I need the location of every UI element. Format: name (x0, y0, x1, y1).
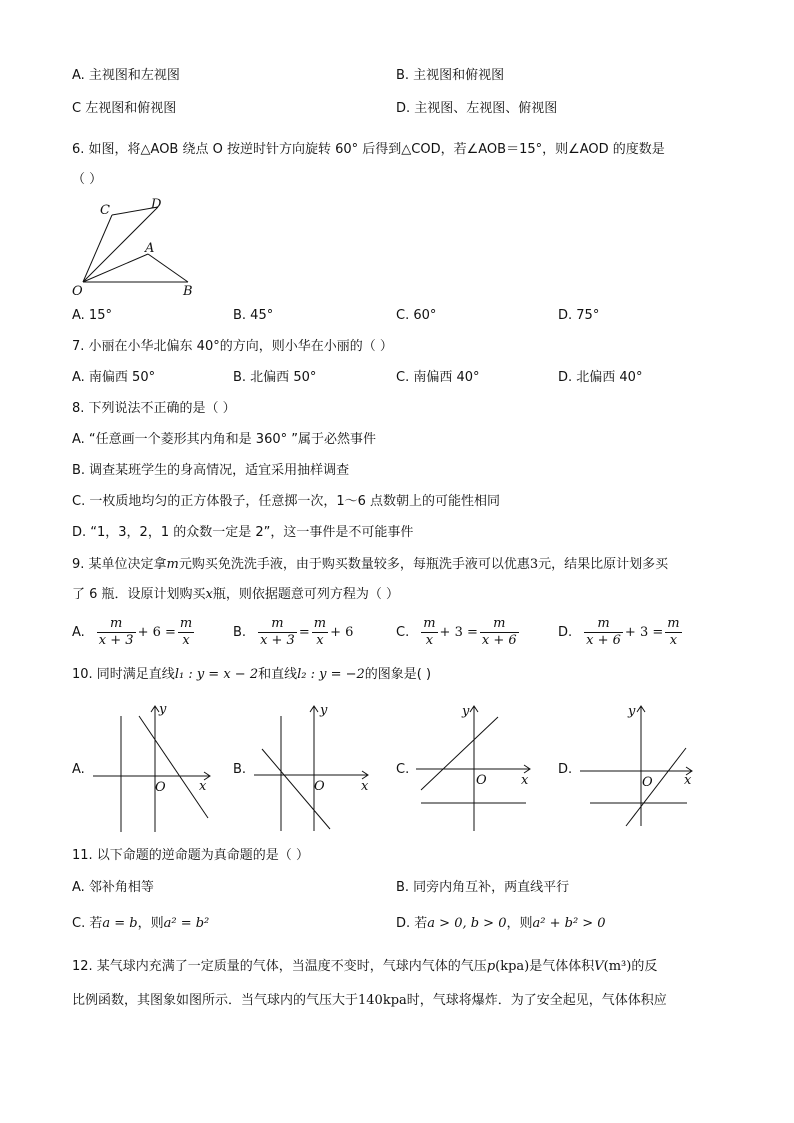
q5-option-b: B. 主视图和俯视图 (396, 68, 505, 83)
label-o: O (72, 284, 83, 299)
q12-line2: 比例函数，其图象如图所示．当气球内的气压大于140kpa时，气球将爆炸．为了安全起见，气体体积应 (72, 993, 667, 1008)
q5-option-a: A. 主视图和左视图 (72, 68, 180, 83)
q8-stem: 8. 下列说法不正确的是（ ） (72, 401, 236, 416)
q9-option-a: A. $\frac{m}{x + 3}$ + 6 = $\frac{m}{x}$ (72, 616, 193, 648)
q6-option-d: D. 75° (558, 308, 600, 323)
svg-text:y: y (462, 704, 470, 719)
q9-stem-line1: 9. 某单位决定拿m元购买免洗洗手液，由于购买数量较多，每瓶洗手液可以优惠3元，结果比原计划多买 (72, 557, 669, 572)
q7-stem: 7. 小丽在小华北偏东 40°的方向，则小华在小丽的（ ） (72, 339, 393, 354)
q9-option-c: C. $\frac{m}{x}$ + 3 = $\frac{m}{x + 6}$ (396, 616, 517, 648)
q11-option-b: B. 同旁内角互补，两直线平行 (396, 880, 570, 895)
label-b: B (183, 284, 193, 299)
svg-text:O: O (155, 780, 166, 795)
q10-option-b-label: B. (233, 762, 247, 777)
svg-text:O: O (642, 775, 653, 790)
svg-text:O: O (314, 779, 325, 794)
svg-text:x: x (361, 779, 369, 794)
q6-stem: 6. 如图，将△AOB 绕点 O 按逆时针方向旋转 60° 后得到△COD，若∠AOB＝15°，则∠AOD 的度数是 (72, 142, 665, 157)
svg-text:y: y (628, 704, 636, 719)
q7-option-b: B. 北偏西 50° (233, 370, 317, 385)
q11-stem: 11. 以下命题的逆命题为真命题的是（ ） (72, 848, 309, 863)
q5-option-c: C 左视图和俯视图 (72, 101, 177, 116)
q8-option-b: B. 调查某班学生的身高情况，适宜采用抽样调查 (72, 463, 350, 478)
label-c: C (100, 203, 110, 218)
q6-option-b: B. 45° (233, 308, 274, 323)
q11-option-d: D. 若a > 0, b > 0，则a² + b² > 0 (396, 916, 606, 931)
q9-option-d: D. $\frac{m}{x + 6}$ + 3 = $\frac{m}{x}$ (558, 616, 680, 648)
q8-option-c: C. 一枚质地均匀的正方体骰子，任意掷一次，1～6 点数朝上的可能性相同 (72, 494, 501, 509)
q12-line1: 12. 某气球内充满了一定质量的气体，当温度不变时，气球内气体的气压p(kpa)是气体体积V(m³)的反 (72, 959, 658, 974)
svg-text:y: y (320, 703, 328, 718)
q7-option-c: C. 南偏西 40° (396, 370, 480, 385)
q7-option-a: A. 南偏西 50° (72, 370, 156, 385)
q10-stem: 10. 同时满足直线l₁ : y = x − 2和直线l₂ : y = −2的图象是( ) (72, 667, 432, 682)
q9-option-b: B. $\frac{m}{x + 3}$ = $\frac{m}{x}$ + 6 (233, 616, 354, 648)
svg-text:y: y (159, 702, 167, 717)
q10-option-d-label: D. (558, 762, 573, 777)
q8-option-d: D. “1，3，2，1 的众数一定是 2”，这一事件是不可能事件 (72, 525, 414, 540)
q10-option-a-label: A. (72, 762, 85, 777)
svg-text:x: x (521, 773, 529, 788)
label-d: D (151, 197, 162, 212)
q11-option-c: C. 若a = b，则a² = b² (72, 916, 210, 931)
label-a: A (145, 241, 155, 256)
var-m: m (166, 557, 179, 572)
svg-text:O: O (476, 773, 487, 788)
q9-stem-line2: 了 6 瓶．设原计划购买x瓶，则依据题意可列方程为（ ） (72, 587, 400, 602)
svg-text:x: x (684, 773, 692, 788)
q5-option-d: D. 主视图、左视图、俯视图 (396, 101, 558, 116)
svg-text:x: x (199, 779, 207, 794)
q6-paren: （ ） (72, 172, 103, 187)
q10-option-c-label: C. (396, 762, 410, 777)
var-x: x (205, 587, 213, 602)
q6-option-c: C. 60° (396, 308, 437, 323)
q8-option-a: A. “任意画一个菱形其内角和是 360° ”属于必然事件 (72, 432, 376, 447)
q7-option-d: D. 北偏西 40° (558, 370, 643, 385)
q11-option-a: A. 邻补角相等 (72, 880, 154, 895)
q6-option-a: A. 15° (72, 308, 112, 323)
